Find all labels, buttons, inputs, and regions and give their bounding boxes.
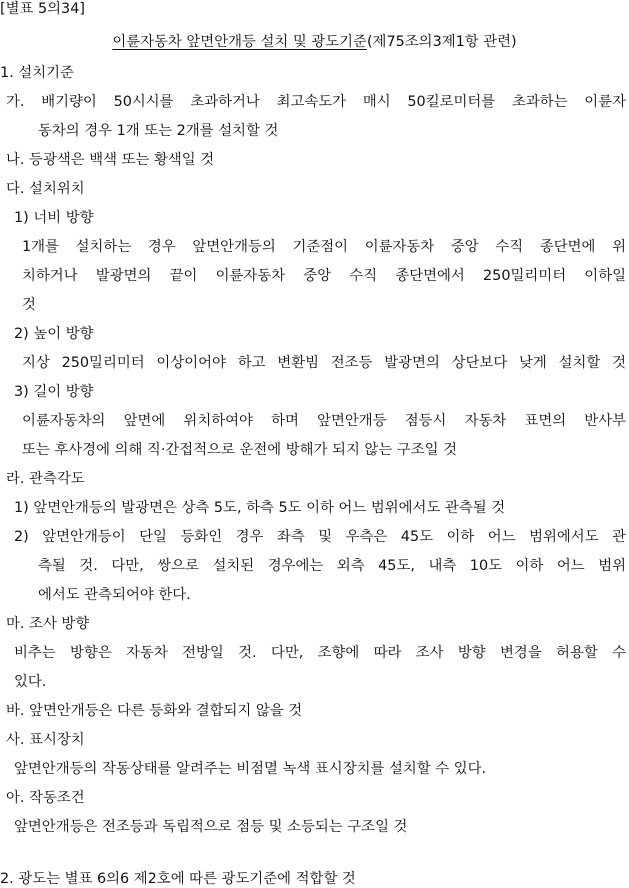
- list-item: 바. 앞면안개등은 다른 등화와 결합되지 않을 것: [6, 703, 303, 719]
- list-item: 나. 등광색은 백색 또는 황색일 것: [6, 152, 215, 168]
- list-item: 사. 표시장치: [6, 732, 85, 748]
- title-underlined: 이륜자동차 앞면안개등 설치 및 광도기준: [112, 34, 367, 50]
- list-item: 라. 관측각도: [6, 471, 85, 487]
- subsection-heading: 1) 너비 방향: [14, 210, 94, 226]
- paragraph-line: 앞면안개등은 전조등과 독립적으로 점등 및 소등되는 구조일 것: [14, 819, 408, 835]
- subsection-heading: 2) 높이 방향: [14, 326, 94, 342]
- document-title: [0, 33, 629, 51]
- subsection-item: 2) 앞면안개등이 단일 등화인 경우 좌측 및 우측은 45도 이하 어느 범위에서도 관: [14, 529, 626, 545]
- paragraph-line: 이륜자동차의 앞면에 위치하여야 하며 앞면안개등 점등시 자동차 표면의 반사부: [22, 413, 626, 429]
- section-heading: 2. 광도는 별표 6의6 제2호에 따른 광도기준에 적합할 것: [0, 871, 356, 887]
- title-reference: (제75조의3제1항 관련): [366, 34, 517, 50]
- paragraph-line: 1개를 설치하는 경우 앞면안개등의 기준점이 이륜자동차 중앙 수직 종단면에 위: [22, 239, 626, 255]
- paragraph-line: 치하거나 발광면의 끝이 이륜자동차 중앙 수직 종단면에서 250밀리미터 이하일: [22, 268, 626, 284]
- annex-tag: [별표 5의34]: [0, 1, 85, 17]
- list-item: 가. 배기량이 50시시를 초과하거나 최고속도가 매시 50킬로미터를 초과하는 이륜자: [6, 94, 626, 110]
- paragraph-line: 또는 후사경에 의해 직·간접적으로 운전에 방해가 되지 않는 구조일 것: [22, 442, 457, 458]
- paragraph-line: 앞면안개등의 작동상태를 알려주는 비점멸 녹색 표시장치를 설치할 수 있다.: [14, 761, 487, 777]
- subsection-item: 1) 앞면안개등의 발광면은 상측 5도, 하측 5도 이하 어느 범위에서도 관측될 것: [14, 500, 506, 516]
- paragraph-line: 있다.: [14, 674, 47, 690]
- paragraph-line: 비추는 방향은 자동차 전방일 것. 다만, 조향에 따라 조사 방향 변경을 허용할 수: [14, 645, 626, 661]
- paragraph-line: 지상 250밀리미터 이상이어야 하고 변환빔 전조등 발광면의 상단보다 낮게 설치할 것: [22, 355, 626, 371]
- subsection-item-continuation: 에서도 관측되어야 한다.: [38, 587, 191, 603]
- list-item: 아. 작동조건: [6, 790, 85, 806]
- list-item: 다. 설치위치: [6, 181, 85, 197]
- section-heading: 1. 설치기준: [0, 65, 74, 81]
- paragraph-line: 것: [22, 297, 36, 313]
- list-item: 마. 조사 방향: [6, 616, 90, 632]
- list-item-continuation: 동차의 경우 1개 또는 2개를 설치할 것: [38, 123, 279, 139]
- subsection-item-continuation: 측될 것. 다만, 쌍으로 설치된 경우에는 외측 45도, 내측 10도 이하 어느 범위: [38, 558, 626, 574]
- subsection-heading: 3) 길이 방향: [14, 384, 94, 400]
